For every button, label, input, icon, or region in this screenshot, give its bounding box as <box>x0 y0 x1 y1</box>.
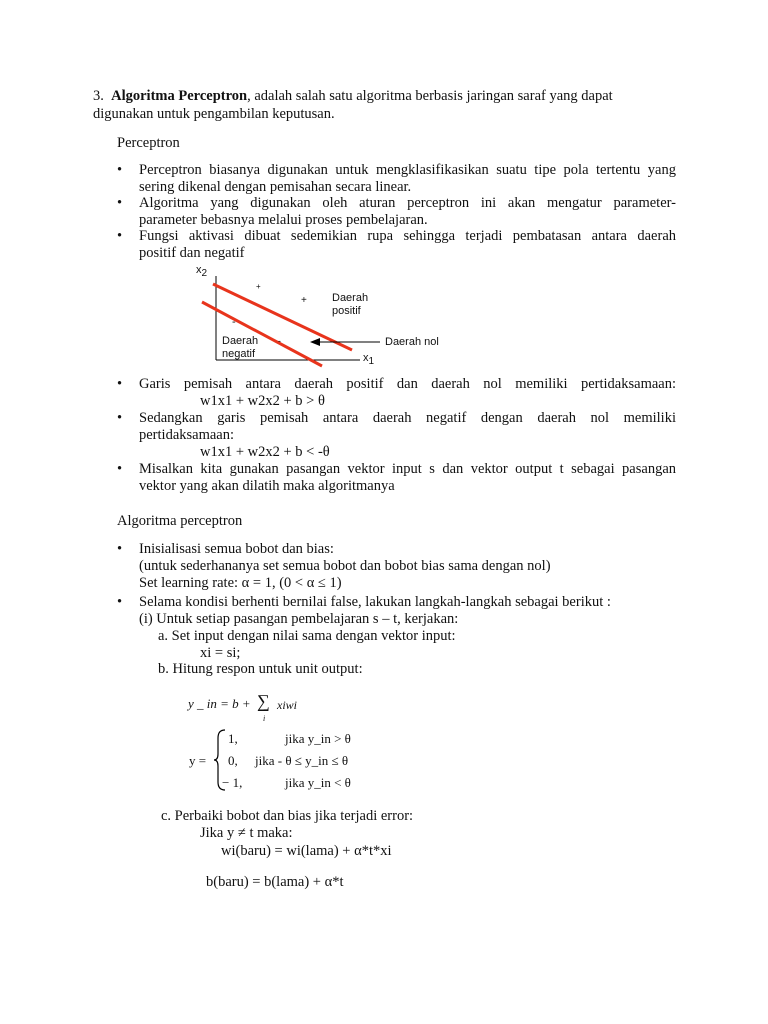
step-c: c. Perbaiki bobot dan bias jika terjadi error: <box>161 808 414 824</box>
bullet-2 <box>117 195 677 229</box>
sum-index: i <box>263 714 266 723</box>
bullet-8-line-1: Selama kondisi berhenti bernilai false, lakukan langkah-langkah sebagai berikut : <box>139 594 611 610</box>
equation-positive: w1x1 + w2x2 + b > θ <box>200 393 325 409</box>
case-2-value: 0, <box>228 753 238 768</box>
bullet-dot: • <box>117 594 123 610</box>
bullet-5-line-2: pertidaksamaan: <box>139 427 235 443</box>
section-perceptron-title: Perceptron <box>117 135 180 151</box>
x1-label: $x_1$ <box>363 352 375 367</box>
heading-title: Algoritma Perceptron <box>111 88 248 104</box>
bullet-2-line-1: Algoritma yang digunakan oleh aturan perceptron ini akan mengatur parameter- <box>139 195 676 211</box>
bullet-6-line-2: vektor yang akan dilatih maka algoritmanya <box>139 478 395 494</box>
bullet-4 <box>117 376 677 393</box>
heading-number: 3. <box>93 88 104 104</box>
bullet-dot: • <box>117 376 123 392</box>
heading-line-2: digunakan untuk pengambilan keputusan. <box>93 106 335 122</box>
minus-mark-1: - <box>232 316 236 328</box>
bullet-2-line-2: parameter bebasnya melalui proses pembelajaran. <box>139 212 428 228</box>
x2-label: $x_2$ <box>196 264 208 279</box>
label-daerah-nol: Daerah nol <box>385 336 439 348</box>
bullet-1-line-1: Perceptron biasanya digunakan untuk mengklasifikasikan suatu tipe pola tertentu yang <box>139 162 676 178</box>
heading-line-1 <box>93 88 613 105</box>
bullet-7-line-1: Inisialisasi semua bobot dan bias: <box>139 541 334 557</box>
bullet-7 <box>117 541 551 592</box>
bias-update-rule: b(baru) = b(lama) + α*t <box>206 874 344 890</box>
case-3-value: − 1, <box>222 775 243 790</box>
bullet-1-line-2: sering dikenal dengan pemisahan secara linear. <box>139 179 412 195</box>
case-2-condition: jika - θ ≤ y_in ≤ θ <box>255 753 349 768</box>
arrow-head <box>310 338 320 346</box>
bullet-8 <box>117 594 611 628</box>
bullet-8-line-2: (i) Untuk setiap pasangan pembelajaran s – t, kerjakan: <box>139 611 459 627</box>
sum-symbol: ∑ <box>257 691 270 711</box>
label-daerah-positif: Daerah positif <box>332 292 369 317</box>
bullet-1 <box>117 162 677 196</box>
bullet-6 <box>117 461 677 495</box>
case-1-condition: jika y_in > θ <box>285 731 351 746</box>
bullet-5-line-1: Sedangkan garis pemisah antara daerah negatif dengan daerah nol memiliki <box>139 410 676 426</box>
bullet-dot: • <box>117 162 123 178</box>
bullet-dot: • <box>117 541 123 557</box>
step-b: b. Hitung respon untuk unit output: <box>158 661 363 677</box>
bullet-3 <box>117 228 677 262</box>
bullet-dot: • <box>117 228 123 244</box>
bullet-7-line-2: (untuk sederhananya set semua bobot dan bobot bias sama dengan nol) <box>139 558 551 574</box>
minus-mark-2: - <box>278 336 281 346</box>
step-a: a. Set input dengan nilai sama dengan vektor input: <box>158 628 456 644</box>
bullet-dot: • <box>117 410 123 426</box>
case-3-condition: jika y_in < θ <box>285 775 351 790</box>
bullet-5 <box>117 410 677 444</box>
bullet-dot: • <box>117 461 123 477</box>
heading-rest: , adalah salah satu algoritma berbasis jaringan saraf yang dapat <box>247 88 613 104</box>
yin-formula: y _ in = b + <box>188 696 251 711</box>
step-c-condition: Jika y ≠ t maka: <box>200 825 293 841</box>
section-algoritma-title: Algoritma perceptron <box>117 513 243 529</box>
perceptron-diagram <box>190 262 460 372</box>
bullet-4-line-1: Garis pemisah antara daerah positif dan daerah nol memiliki pertidaksamaan: <box>139 376 676 392</box>
bullet-3-line-2: positif dan negatif <box>139 245 245 261</box>
step-a-equation: xi = si; <box>200 645 241 661</box>
plus-mark-2: + <box>301 295 307 306</box>
equation-negative: w1x1 + w2x2 + b < -θ <box>200 444 330 460</box>
bullet-7-line-3: Set learning rate: α = 1, (0 < α ≤ 1) <box>139 575 342 591</box>
yin-rhs: xiwi <box>277 698 297 712</box>
weight-update-rule: wi(baru) = wi(lama) + α*t*xi <box>221 843 392 859</box>
boundary-line-negative <box>202 302 322 366</box>
bullet-3-line-1: Fungsi aktivasi dibuat sedemikian rupa sehingga terjadi pembatasan antara daerah <box>139 228 676 244</box>
case-1-value: 1, <box>228 731 238 746</box>
plus-mark-1: + <box>256 282 261 291</box>
y-lhs: y = <box>189 753 207 768</box>
bullet-dot: • <box>117 195 123 211</box>
label-daerah-negatif: Daerah negatif <box>222 335 259 360</box>
bullet-6-line-1: Misalkan kita gunakan pasangan vektor input s dan vektor output t sebagai pasangan <box>139 461 676 477</box>
